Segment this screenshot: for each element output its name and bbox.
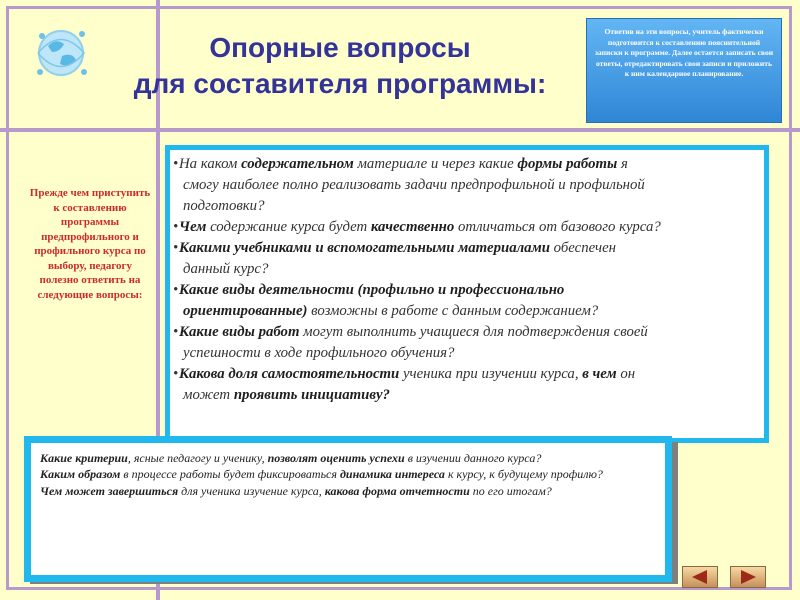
question-6: • Какова доля самостоятельности ученика при изучении курса, в чем он может проявить инициативу? (173, 366, 636, 403)
question-3: • Какими учебниками и вспомогательными материалами обеспечен данный курс? (173, 240, 616, 277)
globe-logo-icon (30, 22, 92, 84)
question-2: • Чем содержание курса будет качественно отличаться от базового курса? (173, 219, 661, 235)
criteria-3: Чем может завершиться для ученика изучение курса, какова форма отчетности по его итогам? (40, 483, 552, 498)
info-note: Ответив на эти вопросы, учитель фактически подготовится к составлению пояснительной записки к программе. Далее остается записать свои ответы, отредактировать свои записи и приложить к ним календарное планирование. (586, 18, 782, 123)
title-line-1: Опорные вопросы (209, 32, 471, 63)
side-note: Прежде чем приступить к составлению программы предпрофильного и профильного курса по выбору, педагогу полезно ответить на следующие вопросы: (29, 187, 151, 301)
questions-box (165, 145, 769, 443)
question-5: • Какие виды работ могут выполнить учащиеся для подтверждения своей успешности в ходе профильного обучения? (173, 324, 648, 361)
arrow-left-icon (683, 567, 717, 587)
arrow-right-icon (731, 567, 765, 587)
criteria-2: Каким образом в процессе работы будет фиксироваться динамика интереса к курсу, к будущему профилю? (40, 467, 603, 482)
bullet: • (173, 156, 179, 172)
question-1: • На каком содержательном материале и через какие формы работы я смогу наиболее полно реализовать задачи предпрофильной и профильной подготовки? (173, 154, 760, 217)
criteria-box (24, 436, 672, 582)
prev-slide-button[interactable] (682, 566, 718, 588)
criteria-1: Какие критерии, ясные педагогу и ученику, позволят оценить успехи в изучении данного курса? (40, 451, 542, 465)
title-line-2: для составителя программы: (133, 68, 547, 99)
next-slide-button[interactable] (730, 566, 766, 588)
divider-top (0, 128, 800, 132)
page-title (90, 30, 590, 102)
question-4: • Какие виды деятельности (профильно и профессионально ориентированные) возможны в работе с данным содержанием? (173, 282, 599, 319)
